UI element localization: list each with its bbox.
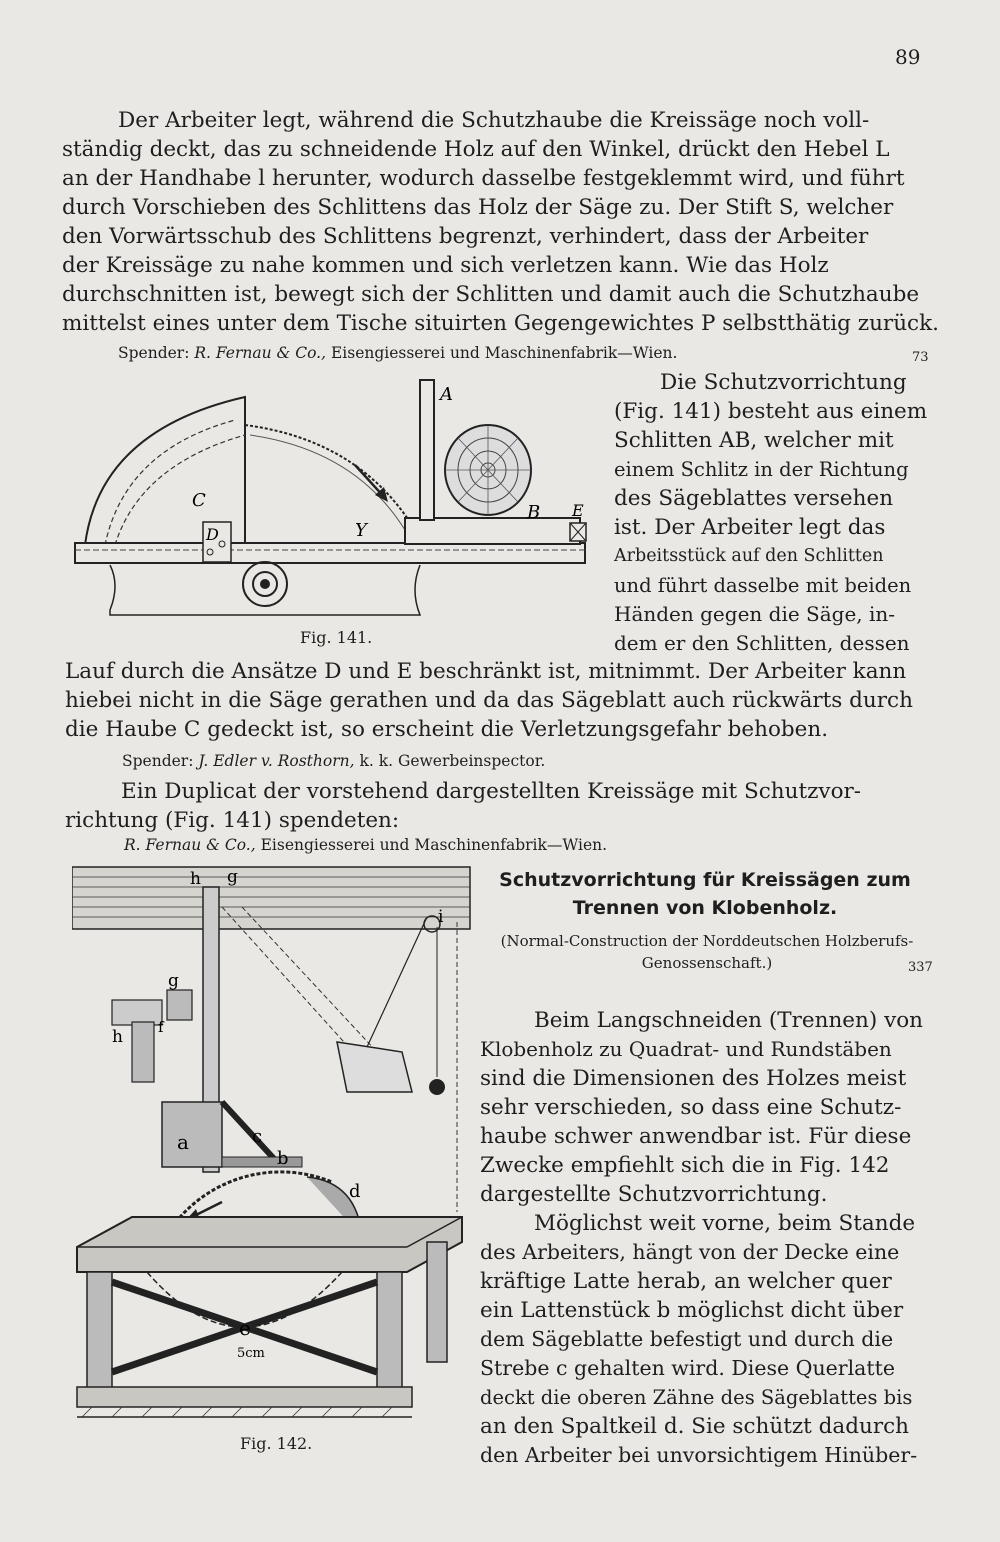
fig142-side-text xyxy=(480,1006,936,1470)
fig141-label-D: D xyxy=(206,525,219,544)
fig141-label-B: B xyxy=(527,502,541,523)
text-line: hiebei nicht in die Säge gerathen und da das Sägeblatt auch rückwärts durch xyxy=(65,688,913,713)
text-line: durch Vorschieben des Schlittens das Holz der Säge zu. Der Stift S, welcher xyxy=(62,195,894,220)
fig142-label-h2: h xyxy=(112,1027,123,1047)
text-line: sehr verschieden, so dass eine Schutz- xyxy=(480,1095,902,1120)
text-line: die Haube C gedeckt ist, so erscheint die Verletzungsgefahr behoben. xyxy=(65,717,829,742)
fig142-label-g: g xyxy=(227,867,238,887)
text-line: Die Schutzvorrichtung xyxy=(660,370,907,395)
text-line: (Fig. 141) besteht aus einem xyxy=(614,399,928,424)
paragraph-1 xyxy=(62,106,939,338)
fig141-caption: Fig. 141. xyxy=(300,628,373,647)
text-line: Klobenholz zu Quadrat- und Rundstäben xyxy=(480,1037,892,1061)
text-line: des Sägeblattes versehen xyxy=(614,486,894,511)
donor-line: R. Fernau & Co., Eisengiesserei und Maschinenfabrik—Wien. xyxy=(124,836,608,854)
text-line: Strebe c gehalten wird. Diese Querlatte xyxy=(480,1356,895,1380)
text-line: Möglichst weit vorne, beim Stande xyxy=(534,1211,916,1236)
construction-note: (Normal-Construction der Norddeutschen Holzberufs- Genossenschaft.) xyxy=(500,932,914,972)
text-line: Zwecke empfiehlt sich die in Fig. 142 xyxy=(480,1153,890,1178)
fig142-scale: 5cm xyxy=(237,1346,265,1361)
donor-line: Spender: J. Edler v. Rosthorn, k. k. Gewerbeinspector. xyxy=(122,752,546,770)
fig141-label-Y: Y xyxy=(355,520,367,541)
fig142-caption: Fig. 142. xyxy=(240,1434,313,1453)
text-line: Beim Langschneiden (Trennen) von xyxy=(534,1008,924,1033)
text-line: ständig deckt, das zu schneidende Holz auf den Winkel, drückt den Hebel L xyxy=(62,137,890,162)
paragraph-3 xyxy=(65,777,933,835)
fig142-label-f: f xyxy=(158,1018,164,1036)
donor-line: Spender: R. Fernau & Co., Eisengiesserei und Maschinenfabrik—Wien. xyxy=(118,344,678,362)
text-line: einem Schlitz in der Richtung xyxy=(614,458,909,481)
text-line: richtung (Fig. 141) spendeten: xyxy=(65,808,400,833)
page-number: 89 xyxy=(895,45,921,69)
text-line: Händen gegen die Säge, in- xyxy=(614,602,896,626)
figure-141-drawing xyxy=(70,370,610,640)
fig142-label-d: d xyxy=(349,1181,361,1202)
text-line: Arbeitsstück auf den Schlitten xyxy=(614,546,884,566)
fig142-label-c: c xyxy=(252,1126,263,1147)
text-line: sind die Dimensionen des Holzes meist xyxy=(480,1066,907,1091)
text-line: der Kreissäge zu nahe kommen und sich verletzen kann. Wie das Holz xyxy=(62,253,829,278)
section-heading: Schutzvorrichtung für Kreissägen zum Trennen von Klobenholz. xyxy=(499,869,911,919)
text-line: dem Sägeblatte befestigt und durch die xyxy=(480,1327,894,1351)
fig141-label-A: A xyxy=(440,384,453,405)
fig142-label-h: h xyxy=(190,869,201,889)
fig141-side-text xyxy=(614,368,930,658)
fig142-label-a: a xyxy=(177,1130,189,1154)
text-line: durchschnitten ist, bewegt sich der Schlitten und damit auch die Schutzhaube xyxy=(62,282,920,307)
text-line: ein Lattenstück b möglichst dicht über xyxy=(480,1298,904,1323)
fig142-label-b: b xyxy=(277,1148,289,1169)
text-line: Ein Duplicat der vorstehend dargestellten Kreissäge mit Schutzvor- xyxy=(121,779,862,804)
figure-142-drawing xyxy=(72,862,472,1432)
text-line: und führt dasselbe mit beiden xyxy=(614,574,912,597)
text-line: kräftige Latte herab, an welcher quer xyxy=(480,1269,892,1294)
text-line: an der Handhabe l herunter, wodurch dasselbe festgeklemmt wird, und führt xyxy=(62,166,905,191)
item-number: 337 xyxy=(908,960,933,975)
fig142-label-g2: g xyxy=(168,971,179,991)
item-number: 73 xyxy=(912,350,929,365)
text-line: Lauf durch die Ansätze D und E beschränkt ist, mitnimmt. Der Arbeiter kann xyxy=(65,659,907,684)
text-line: mittelst eines unter dem Tische situirten Gegengewichtes P selbstthätig zurück. xyxy=(62,311,939,336)
text-line: den Arbeiter bei unvorsichtigem Hinüber- xyxy=(480,1443,918,1467)
fig141-label-E: E xyxy=(572,501,584,520)
text-line: an den Spaltkeil d. Sie schützt dadurch xyxy=(480,1414,909,1439)
text-line: dargestellte Schutzvorrichtung. xyxy=(480,1182,828,1207)
text-line: ist. Der Arbeiter legt das xyxy=(614,515,886,540)
fig142-label-i: i xyxy=(438,907,444,927)
text-line: den Vorwärtsschub des Schlittens begrenzt, verhindert, dass der Arbeiter xyxy=(62,224,869,249)
paragraph-2 xyxy=(65,657,935,744)
text-line: Der Arbeiter legt, während die Schutzhaube die Kreissäge noch voll- xyxy=(118,108,870,133)
text-line: haube schwer anwendbar ist. Für diese xyxy=(480,1124,912,1149)
fig141-label-C: C xyxy=(192,490,206,511)
fig142-label-e: e xyxy=(239,1316,251,1340)
text-line: des Arbeiters, hängt von der Decke eine xyxy=(480,1240,900,1264)
text-line: deckt die oberen Zähne des Sägeblattes bis xyxy=(480,1386,913,1409)
text-line: dem er den Schlitten, dessen xyxy=(614,631,910,655)
text-line: Schlitten AB, welcher mit xyxy=(614,428,894,453)
